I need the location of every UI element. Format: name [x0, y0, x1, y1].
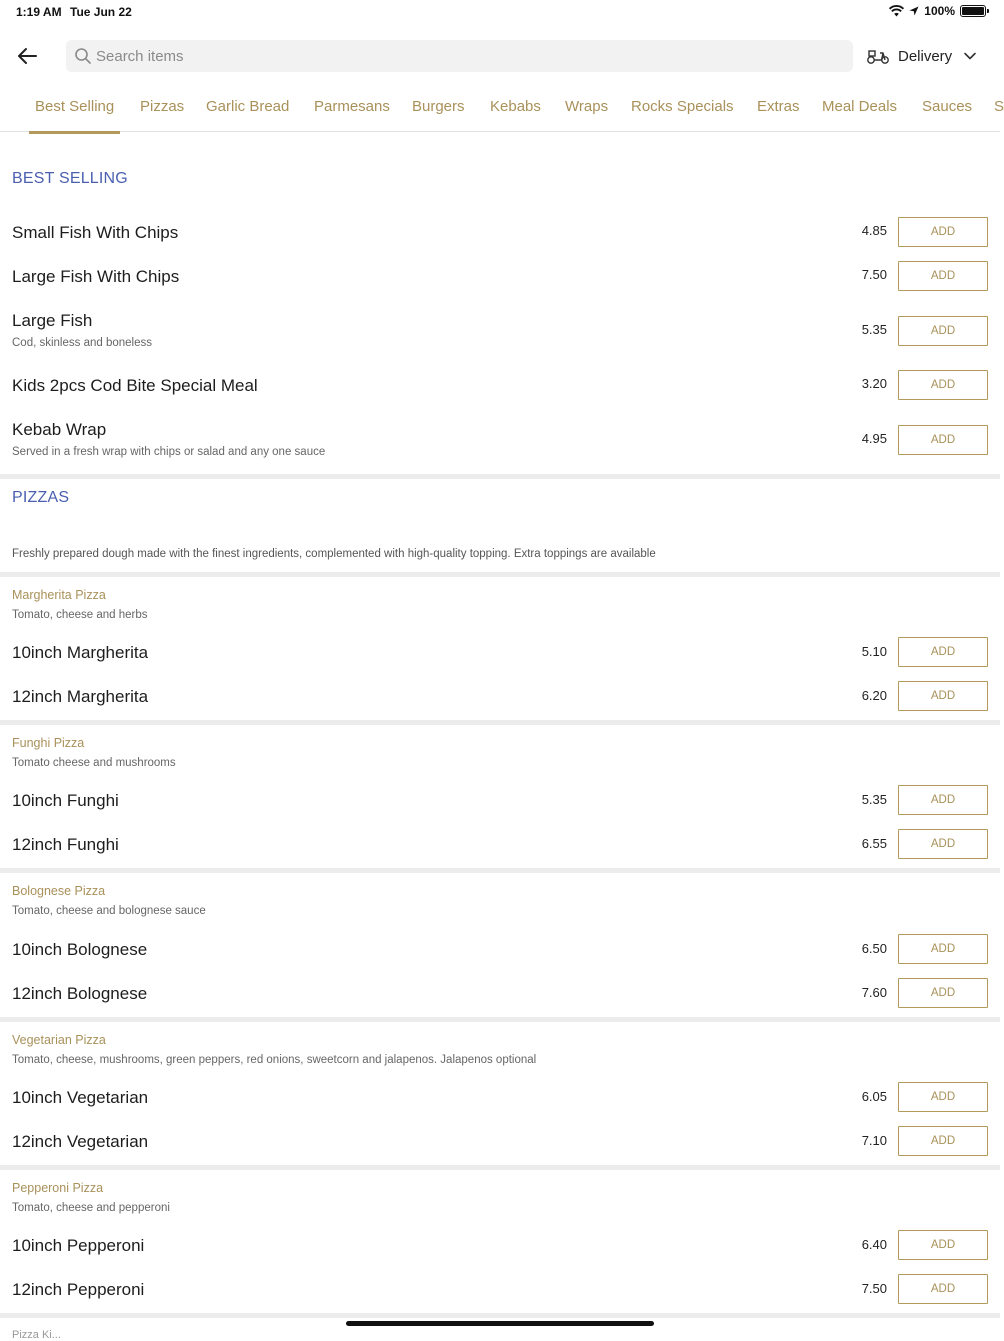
group-title: Vegetarian Pizza: [12, 1033, 106, 1047]
item-price: 7.50: [861, 1281, 887, 1296]
item-price: 5.35: [861, 322, 887, 337]
add-button[interactable]: ADD: [898, 681, 988, 711]
add-button[interactable]: ADD: [898, 425, 988, 455]
status-indicators: [889, 4, 986, 18]
item-price: 6.40: [861, 1237, 887, 1252]
section-title-best-selling: BEST SELLING: [12, 170, 128, 187]
status-bar: [0, 0, 1000, 24]
group-divider: [0, 720, 1000, 725]
tab-parmesans[interactable]: Parmesans: [314, 98, 390, 115]
tab-overflow[interactable]: S: [994, 98, 1004, 115]
category-tabs: [0, 92, 1004, 132]
add-button[interactable]: ADD: [898, 316, 988, 346]
item-description: Served in a fresh wrap with chips or salad and any one sauce: [12, 446, 326, 458]
location-arrow-icon: [909, 6, 919, 16]
item-price: 6.20: [861, 688, 887, 703]
tab-burgers[interactable]: Burgers: [412, 98, 465, 115]
add-button[interactable]: ADD: [898, 370, 988, 400]
item-name: 10inch Bolognese: [12, 940, 148, 959]
home-indicator[interactable]: [346, 1321, 654, 1326]
item-name: Large Fish With Chips: [12, 267, 180, 286]
item-name: 10inch Margherita: [12, 643, 149, 662]
group-title: Bolognese Pizza: [12, 884, 106, 898]
tab-kebabs[interactable]: Kebabs: [490, 98, 541, 115]
group-divider: [0, 1165, 1000, 1170]
item-price: 3.20: [861, 376, 887, 391]
back-arrow-icon: [14, 44, 42, 68]
item-price: 6.55: [861, 836, 887, 851]
item-price: 5.10: [861, 644, 887, 659]
delivery-label: Delivery: [898, 47, 953, 65]
section-description: Freshly prepared dough made with the finest ingredients, complemented with high-quality topping. Extra toppings are available: [12, 548, 656, 560]
item-name: 12inch Pepperoni: [12, 1280, 145, 1299]
header: [0, 40, 1000, 72]
add-button[interactable]: ADD: [898, 261, 988, 291]
tab-rocks-specials[interactable]: Rocks Specials: [631, 98, 734, 115]
search-input[interactable]: [96, 40, 836, 72]
item-name: 10inch Vegetarian: [12, 1088, 149, 1107]
tab-garlic-bread[interactable]: Garlic Bread: [206, 98, 290, 115]
tab-wraps[interactable]: Wraps: [565, 98, 609, 115]
item-price: 7.10: [861, 1133, 887, 1148]
group-divider: [0, 1313, 1000, 1318]
item-name: Small Fish With Chips: [12, 223, 179, 242]
add-button[interactable]: ADD: [898, 217, 988, 247]
item-price: 4.85: [861, 223, 887, 238]
add-button[interactable]: ADD: [898, 934, 988, 964]
add-button[interactable]: ADD: [898, 785, 988, 815]
group-divider: [0, 868, 1000, 873]
item-name: 10inch Funghi: [12, 791, 119, 810]
tab-best-selling[interactable]: Best Selling: [35, 98, 114, 130]
add-button[interactable]: ADD: [898, 978, 988, 1008]
back-button[interactable]: [14, 44, 42, 68]
add-button[interactable]: ADD: [898, 1082, 988, 1112]
status-date: Tue Jun 22: [70, 5, 132, 19]
scooter-icon: [866, 47, 890, 65]
item-name: 12inch Margherita: [12, 687, 149, 706]
wifi-icon: [889, 5, 904, 17]
chevron-down-icon: [964, 52, 976, 60]
search-bar[interactable]: [66, 40, 853, 72]
battery-percent: 100%: [924, 4, 955, 18]
item-price: 5.35: [861, 792, 887, 807]
menu-list: [0, 133, 1000, 1341]
section-divider: [0, 572, 1000, 577]
item-name: 12inch Vegetarian: [12, 1132, 149, 1151]
add-button[interactable]: ADD: [898, 1230, 988, 1260]
add-button[interactable]: ADD: [898, 1274, 988, 1304]
item-price: 6.50: [861, 941, 887, 956]
add-button[interactable]: ADD: [898, 637, 988, 667]
status-time: 1:19 AM: [16, 5, 62, 19]
item-name: Kebab Wrap: [12, 420, 107, 439]
item-price: 6.05: [861, 1089, 887, 1104]
delivery-selector[interactable]: [866, 42, 986, 70]
tab-pizzas[interactable]: Pizzas: [140, 98, 185, 115]
item-price: 7.50: [861, 267, 887, 282]
group-description: Tomato, cheese and pepperoni: [12, 1202, 170, 1214]
group-divider: [0, 1017, 1000, 1022]
add-button[interactable]: ADD: [898, 1126, 988, 1156]
item-name: 10inch Pepperoni: [12, 1236, 145, 1255]
battery-icon: [960, 5, 986, 17]
group-description: Tomato, cheese and herbs: [12, 609, 148, 621]
group-description: Tomato, cheese and bolognese sauce: [12, 905, 206, 917]
battery-level: [962, 7, 984, 15]
add-button[interactable]: ADD: [898, 829, 988, 859]
search-icon: [74, 47, 92, 65]
group-title-partial: Pizza Ki...: [12, 1329, 61, 1341]
group-title: Pepperoni Pizza: [12, 1181, 104, 1195]
tab-meal-deals[interactable]: Meal Deals: [822, 98, 898, 115]
section-title-pizzas: PIZZAS: [12, 489, 70, 506]
item-price: 7.60: [861, 985, 887, 1000]
item-name: Kids 2pcs Cod Bite Special Meal: [12, 376, 258, 395]
section-divider: [0, 474, 1000, 479]
item-name: Large Fish: [12, 311, 93, 330]
tab-extras[interactable]: Extras: [757, 98, 800, 115]
item-name: 12inch Funghi: [12, 835, 119, 854]
group-description: Tomato, cheese, mushrooms, green peppers, red onions, sweetcorn and jalapenos. Jalapenos optional: [12, 1054, 537, 1066]
group-title: Funghi Pizza: [12, 736, 85, 750]
item-name: 12inch Bolognese: [12, 984, 148, 1003]
group-title: Margherita Pizza: [12, 588, 106, 602]
item-description: Cod, skinless and boneless: [12, 337, 152, 349]
tab-sauces[interactable]: Sauces: [922, 98, 973, 115]
group-description: Tomato cheese and mushrooms: [12, 757, 176, 769]
item-price: 4.95: [861, 431, 887, 446]
